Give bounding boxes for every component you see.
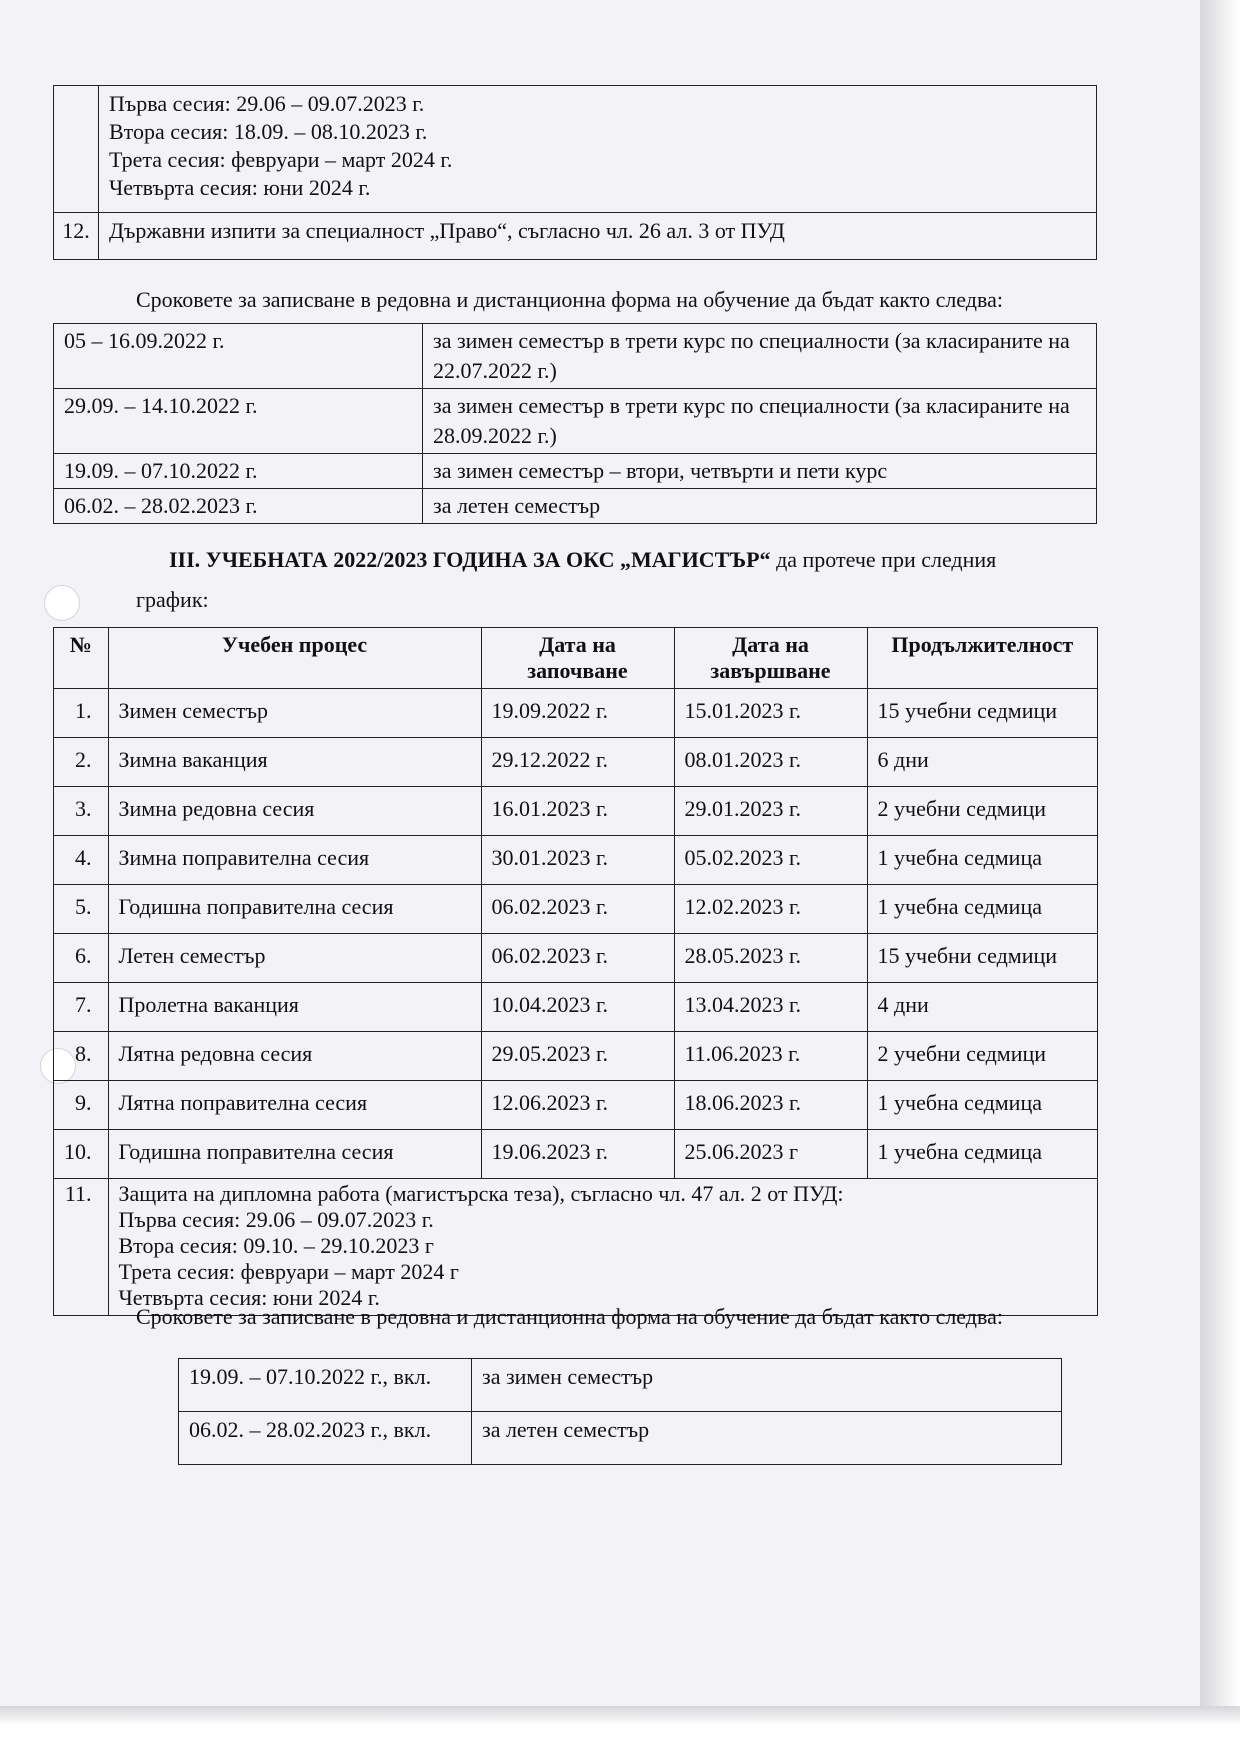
- table-row: [54, 934, 1098, 983]
- thesis-defense-cell: [108, 1179, 1098, 1316]
- end-date-cell: 25.06.2023 г: [674, 1130, 867, 1179]
- row-number: 1.: [54, 689, 109, 738]
- start-date-cell: 06.02.2023 г.: [481, 934, 674, 983]
- row-number: 6.: [54, 934, 109, 983]
- table-row: [54, 454, 1097, 489]
- session-line: Втора сесия: 18.09. – 08.10.2023 г.: [109, 119, 428, 144]
- table-row: [54, 787, 1098, 836]
- start-date-cell: 16.01.2023 г.: [481, 787, 674, 836]
- header-start: Дата на започване: [481, 628, 674, 689]
- duration-cell: 4 дни: [867, 983, 1098, 1032]
- start-date-cell: 19.09.2022 г.: [481, 689, 674, 738]
- section-heading-bold: III. УЧЕБНАТА 2022/2023 ГОДИНА ЗА ОКС „МАГИСТЪР“: [169, 547, 771, 572]
- session-line: Първа сесия: 29.06 – 09.07.2023 г.: [109, 91, 425, 116]
- row-number: 10.: [54, 1130, 109, 1179]
- duration-cell: 1 учебна седмица: [867, 1081, 1098, 1130]
- row-number: 8.: [54, 1032, 109, 1081]
- table-row: [179, 1359, 1062, 1412]
- table-row: [54, 983, 1098, 1032]
- schedule-table: [53, 627, 1098, 1316]
- end-date-cell: 05.02.2023 г.: [674, 836, 867, 885]
- row-number: 2.: [54, 738, 109, 787]
- description-cell: за летен семестър: [472, 1412, 1062, 1465]
- table-row: [54, 213, 1097, 260]
- session-line: Четвърта сесия: юни 2024 г.: [109, 175, 371, 200]
- start-date-cell: 12.06.2023 г.: [481, 1081, 674, 1130]
- row-number-cell: [54, 86, 99, 213]
- start-date-cell: 06.02.2023 г.: [481, 885, 674, 934]
- table-row: [179, 1412, 1062, 1465]
- row-number: 3.: [54, 787, 109, 836]
- thesis-line: Втора сесия: 09.10. – 29.10.2023 г: [118, 1233, 434, 1258]
- session-line: Трета сесия: февруари – март 2024 г.: [109, 147, 453, 172]
- header-num: №: [54, 628, 109, 689]
- description-cell: за зимен семестър – втори, четвърти и пети курс: [423, 454, 1097, 489]
- process-cell: Годишна поправителна сесия: [108, 1130, 481, 1179]
- table-row: [54, 1130, 1098, 1179]
- description-cell: за зимен семестър: [472, 1359, 1062, 1412]
- period-cell: 19.09. – 07.10.2022 г.: [54, 454, 423, 489]
- description-cell: за летен семестър: [423, 489, 1097, 524]
- row-number: 4.: [54, 836, 109, 885]
- start-date-cell: 19.06.2023 г.: [481, 1130, 674, 1179]
- enroll-table-1: [53, 323, 1097, 524]
- table-row: [54, 1081, 1098, 1130]
- section-heading-rest: да протече при следния: [770, 547, 997, 572]
- scan-edge-shadow: [1200, 0, 1240, 1706]
- table-row: [54, 738, 1098, 787]
- table-row: [54, 86, 1097, 213]
- punch-hole: [44, 585, 80, 621]
- table-row: [54, 1179, 1098, 1316]
- table-row: [54, 489, 1097, 524]
- end-date-cell: 13.04.2023 г.: [674, 983, 867, 1032]
- state-exams-text: Държавни изпити за специалност „Право“, съгласно чл. 26 ал. 3 от ПУД: [99, 213, 1097, 260]
- table-row: [54, 885, 1098, 934]
- duration-cell: 2 учебни седмици: [867, 1032, 1098, 1081]
- end-date-cell: 12.02.2023 г.: [674, 885, 867, 934]
- process-cell: Зимна ваканция: [108, 738, 481, 787]
- period-cell: 05 – 16.09.2022 г.: [54, 324, 423, 389]
- duration-cell: 1 учебна седмица: [867, 1130, 1098, 1179]
- end-date-cell: 28.05.2023 г.: [674, 934, 867, 983]
- table-row: [54, 689, 1098, 738]
- process-cell: Зимна поправителна сесия: [108, 836, 481, 885]
- start-date-cell: 30.01.2023 г.: [481, 836, 674, 885]
- row-number: 7.: [54, 983, 109, 1032]
- start-date-cell: 29.12.2022 г.: [481, 738, 674, 787]
- period-cell: 06.02. – 28.02.2023 г., вкл.: [179, 1412, 472, 1465]
- duration-cell: 2 учебни седмици: [867, 787, 1098, 836]
- end-date-cell: 29.01.2023 г.: [674, 787, 867, 836]
- process-cell: Зимен семестър: [108, 689, 481, 738]
- duration-cell: 15 учебни седмици: [867, 689, 1098, 738]
- start-date-cell: 10.04.2023 г.: [481, 983, 674, 1032]
- end-date-cell: 08.01.2023 г.: [674, 738, 867, 787]
- description-cell: за зимен семестър в трети курс по специалности (за класираните на 22.07.2022 г.): [423, 324, 1097, 389]
- header-duration: Продължителност: [867, 628, 1098, 689]
- enroll-intro-2: Сроковете за записване в редовна и дистанционна форма на обучение да бъдат както следва:: [136, 1304, 1003, 1329]
- end-date-cell: 18.06.2023 г.: [674, 1081, 867, 1130]
- top-table: [53, 85, 1097, 260]
- header-end: Дата на завършване: [674, 628, 867, 689]
- thesis-line: Трета сесия: февруари – март 2024 г: [118, 1259, 459, 1284]
- table-row: [54, 1032, 1098, 1081]
- table-row: [54, 836, 1098, 885]
- enroll-intro-1: Сроковете за записване в редовна и дистанционна форма на обучение да бъдат както следва:: [136, 287, 1003, 312]
- description-cell: за зимен семестър в трети курс по специалности (за класираните на 28.09.2022 г.): [423, 389, 1097, 454]
- header-row: [54, 628, 1098, 689]
- duration-cell: 1 учебна седмица: [867, 836, 1098, 885]
- row-number: 5.: [54, 885, 109, 934]
- process-cell: Пролетна ваканция: [108, 983, 481, 1032]
- session-list-cell: [99, 86, 1097, 213]
- process-cell: Годишна поправителна сесия: [108, 885, 481, 934]
- table-row: [54, 389, 1097, 454]
- thesis-line: Първа сесия: 29.06 – 09.07.2023 г.: [118, 1207, 434, 1232]
- duration-cell: 6 дни: [867, 738, 1098, 787]
- table-row: [54, 324, 1097, 389]
- period-cell: 06.02. – 28.02.2023 г.: [54, 489, 423, 524]
- process-cell: Лятна редовна сесия: [108, 1032, 481, 1081]
- scan-bottom-shadow: [0, 1706, 1240, 1754]
- duration-cell: 15 учебни седмици: [867, 934, 1098, 983]
- process-cell: Летен семестър: [108, 934, 481, 983]
- start-date-cell: 29.05.2023 г.: [481, 1032, 674, 1081]
- header-process: Учебен процес: [108, 628, 481, 689]
- thesis-line: Защита на дипломна работа (магистърска теза), съгласно чл. 47 ал. 2 от ПУД:: [118, 1181, 844, 1206]
- end-date-cell: 15.01.2023 г.: [674, 689, 867, 738]
- duration-cell: 1 учебна седмица: [867, 885, 1098, 934]
- process-cell: Зимна редовна сесия: [108, 787, 481, 836]
- end-date-cell: 11.06.2023 г.: [674, 1032, 867, 1081]
- section-heading-line2: график:: [136, 587, 209, 612]
- enroll-table-2: [178, 1358, 1062, 1465]
- section-heading: [169, 545, 996, 575]
- row-number: 9.: [54, 1081, 109, 1130]
- thesis-line: Четвърта сесия: юни 2024 г.: [118, 1285, 380, 1310]
- row-number: 12.: [54, 213, 99, 260]
- period-cell: 19.09. – 07.10.2022 г., вкл.: [179, 1359, 472, 1412]
- period-cell: 29.09. – 14.10.2022 г.: [54, 389, 423, 454]
- row-number: 11.: [54, 1179, 109, 1316]
- process-cell: Лятна поправителна сесия: [108, 1081, 481, 1130]
